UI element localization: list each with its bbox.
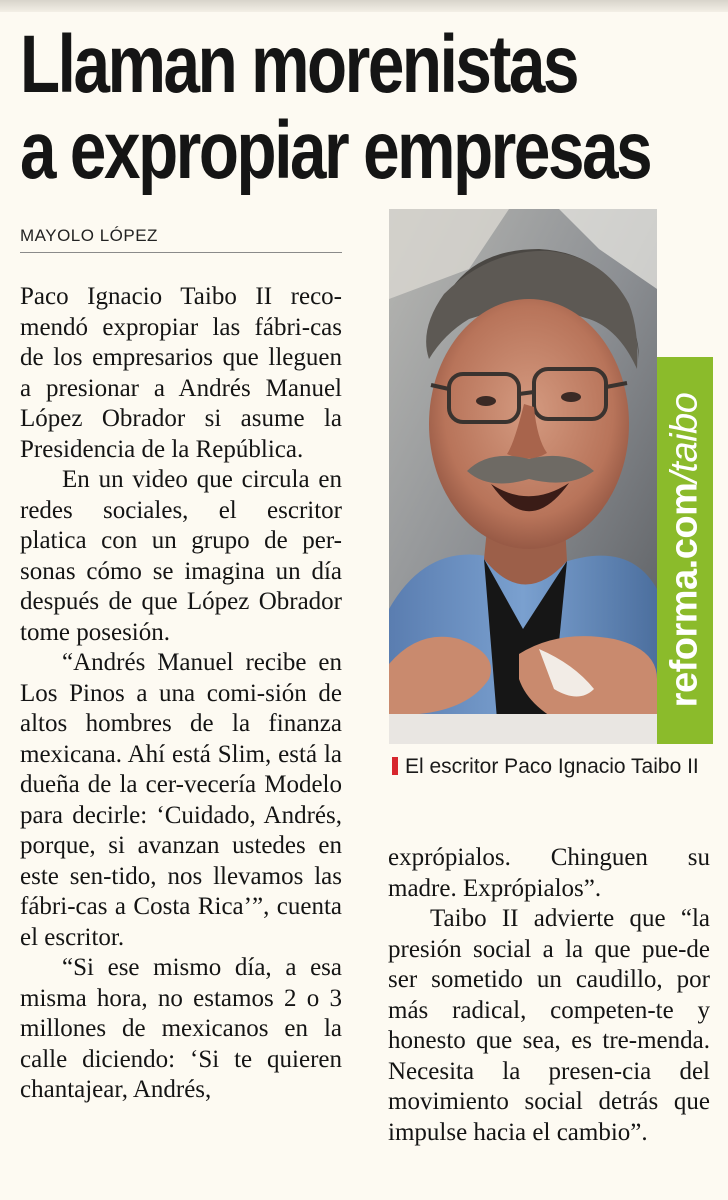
article-column-2 bbox=[388, 843, 710, 1148]
web-reference-text bbox=[664, 393, 707, 708]
paragraph-4: “Si ese mismo día, a esa misma hora, no estamos 2 o 3 millones de mexicanos en la calle diciendo: ‘Si te quieren chantajear, Andrés, bbox=[20, 954, 342, 1103]
paragraph-1: Paco Ignacio Taibo II reco-mendó expropiar las fábri-cas de los empresarios que lleguen a presionar a Andrés Manuel López Obrador si asume la Presidencia de la República. bbox=[20, 283, 342, 463]
caption-marker bbox=[392, 757, 398, 775]
headline-line-2: a expropiar empresas bbox=[20, 105, 651, 196]
page-top-rule bbox=[0, 0, 728, 12]
paragraph-2: En un video que circula en redes sociales, el escritor platica con un grupo de per-sonas cómo se imagina un día después de que López Obrador tome posesión. bbox=[20, 466, 342, 646]
portrait-illustration bbox=[389, 209, 657, 744]
paragraph-5: exprópialos. Chinguen su madre. Exprópialos”. bbox=[388, 844, 710, 902]
web-reference-domain: reforma.com bbox=[663, 482, 706, 708]
photo-caption: El escritor Paco Ignacio Taibo II bbox=[405, 755, 699, 778]
byline: MAYOLO LÓPEZ bbox=[20, 226, 158, 245]
byline-divider bbox=[20, 252, 342, 253]
article-column-1 bbox=[20, 282, 342, 1106]
headline-line-1: Llaman morenistas bbox=[20, 19, 578, 110]
web-reference-path: /taibo bbox=[663, 392, 706, 483]
paragraph-6: Taibo II advierte que “la presión social a la que pue-de ser sometido un caudillo, por más radical, competen-te y honesto que sea, es tre-menda. Necesita la presen-cia del movimiento social detrás que impulse hacia el cambio”. bbox=[388, 905, 710, 1146]
headline bbox=[20, 19, 651, 196]
paragraph-3: “Andrés Manuel recibe en Los Pinos a una comi-sión de altos hombres de la finanza mexicana. Ahí está Slim, está la dueña de la cer-vecería Modelo para decirle: ‘Cuidado, Andrés, porque, si avanzan ustedes en este sen-tido, nos llevamos las fábri-cas a Costa Rica’”, cuenta el escritor. bbox=[20, 649, 342, 951]
author-photo bbox=[389, 209, 657, 744]
web-reference-tag bbox=[657, 357, 713, 744]
